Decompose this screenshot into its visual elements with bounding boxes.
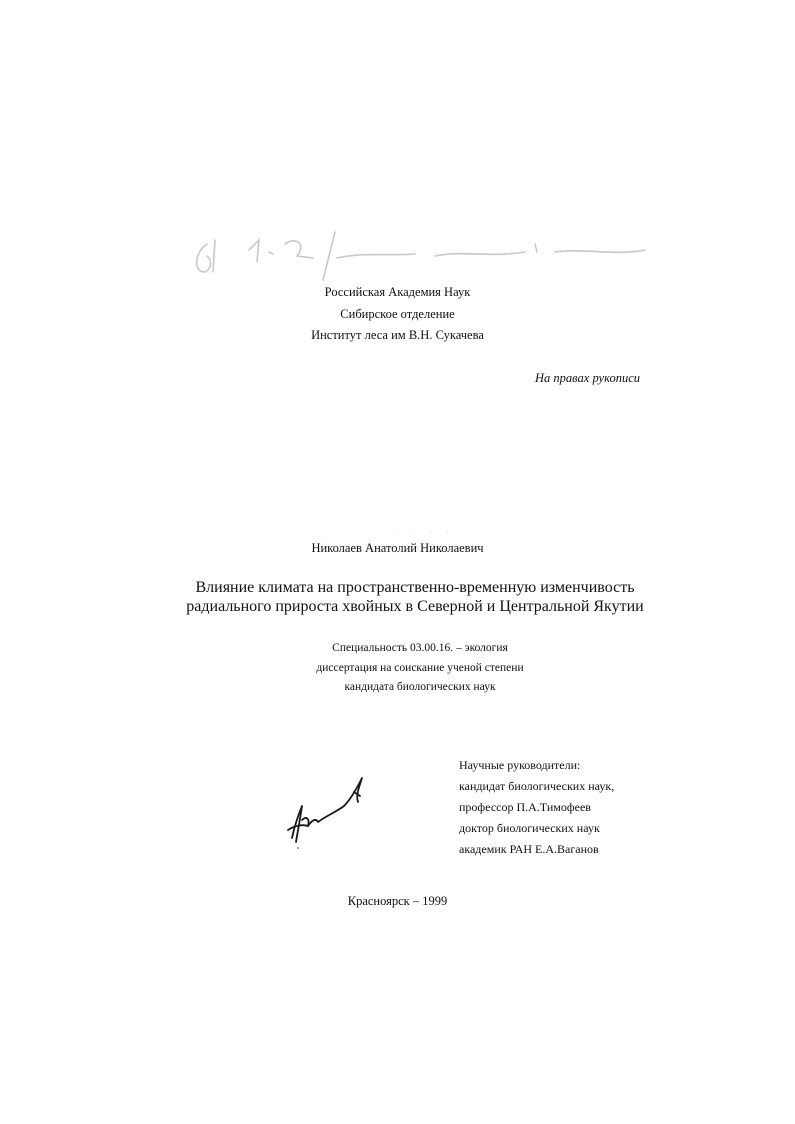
specialty-line-1: Специальность 03.00.16. – экология (332, 642, 508, 654)
specialty-line-3: кандидата биологических наук (344, 681, 496, 693)
manuscript-rights-note: На правах рукописи (535, 371, 640, 385)
supervisor-line-1: кандидат биологических наук, (459, 779, 615, 793)
organization-line-2: Сибирское отделение (340, 307, 455, 321)
supervisor-line-3: доктор биологических наук (459, 821, 600, 835)
faint-dots: · · · · (396, 527, 455, 536)
thesis-title-line-1: Влияние климата на пространственно-временную изменчивость (195, 579, 635, 596)
supervisor-line-4: академик РАН Е.А.Ваганов (459, 842, 599, 856)
specialty-line-2: диссертация на соискание ученой степени (316, 662, 524, 674)
supervisors-heading: Научные руководители: (459, 758, 581, 772)
place-and-year: Красноярск – 1999 (347, 894, 448, 908)
author-name: Николаев Анатолий Николаевич (311, 541, 484, 555)
archive-stamp-mark (185, 222, 655, 282)
supervisor-line-2: профессор П.А.Тимофеев (459, 800, 591, 814)
organization-line-3: Институт леса им В.Н. Сукачева (311, 328, 484, 342)
thesis-title-line-2: радиального прироста хвойных в Северной и Центральной Якутии (186, 598, 644, 615)
handwritten-signature (278, 772, 370, 852)
organization-line-1: Российская Академия Наук (324, 285, 471, 299)
